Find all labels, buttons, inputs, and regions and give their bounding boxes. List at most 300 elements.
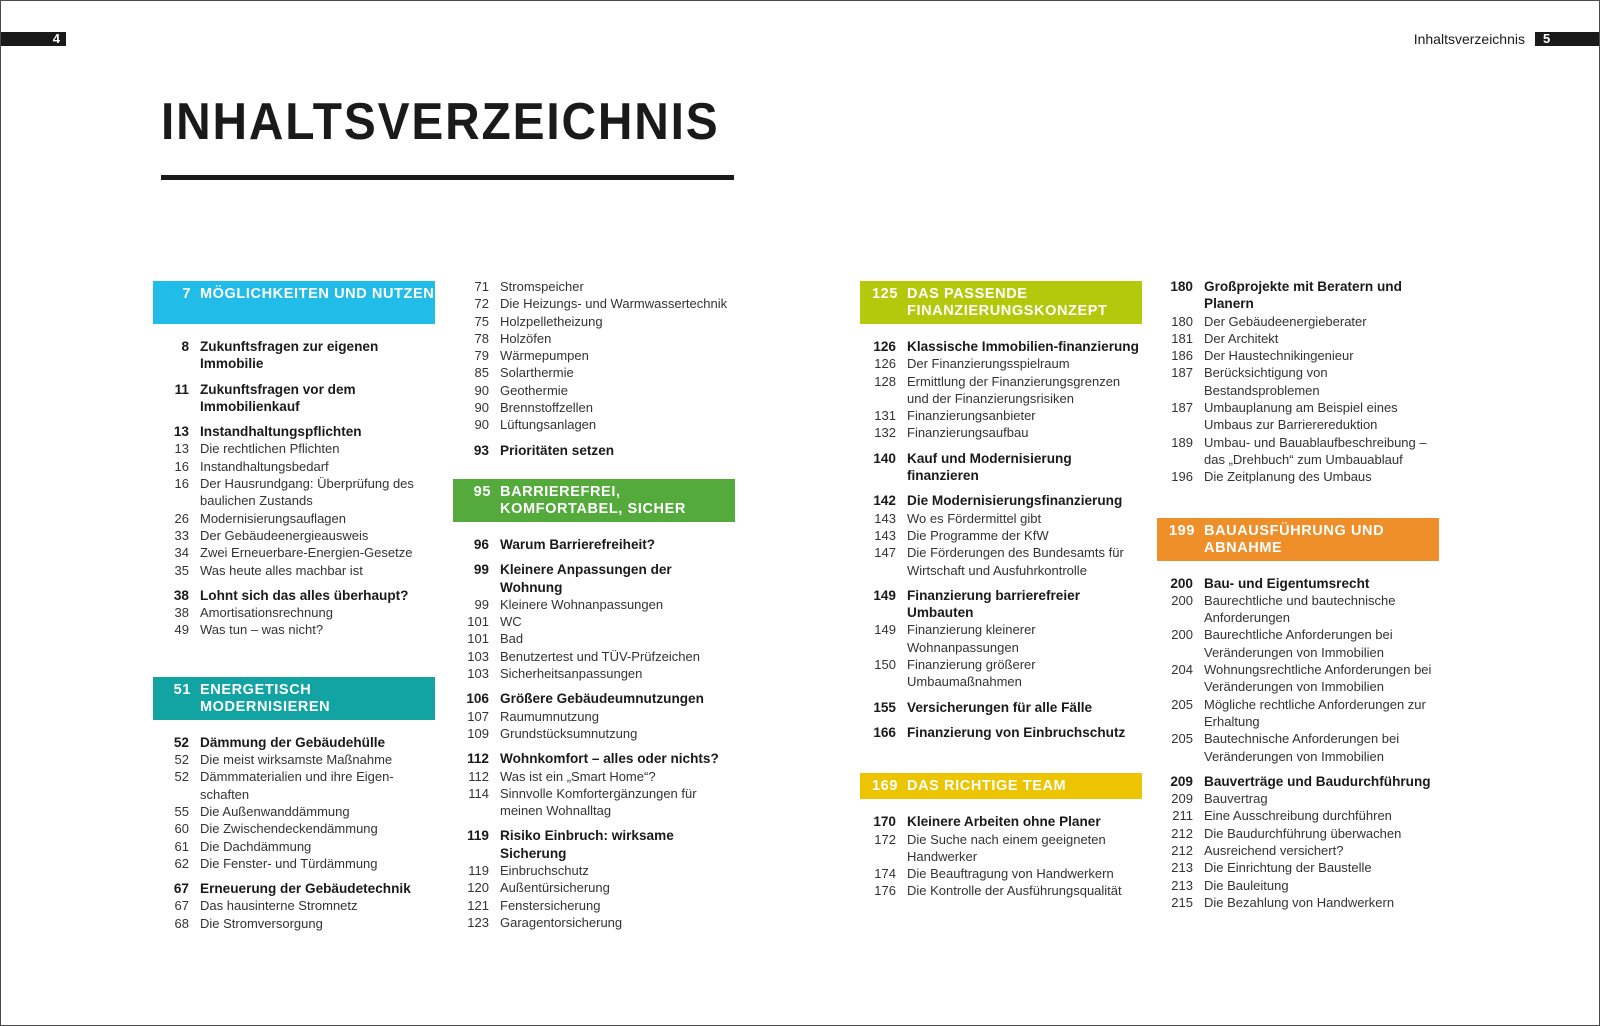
entry-page-number: 200 bbox=[1171, 592, 1193, 608]
toc-subentry[interactable] bbox=[1157, 468, 1439, 485]
entry-title: Die Baudurchführung überwachen bbox=[1204, 825, 1402, 841]
entry-page-number: 186 bbox=[1171, 348, 1193, 364]
entry-page-number: 172 bbox=[874, 831, 896, 847]
entry-title: Finanzierung barrierefreier Umbauten bbox=[907, 587, 1080, 621]
entry-title: Bautechnische Anforderungen bei Veränderungen von Immobilien bbox=[1204, 731, 1400, 764]
entry-page-number: 155 bbox=[873, 699, 896, 715]
toc-subentry[interactable] bbox=[153, 803, 435, 820]
entry-title: Der Haustechnikingenieur bbox=[1204, 348, 1354, 364]
entry-page-number: 8 bbox=[181, 339, 189, 354]
entry-page-number: 33 bbox=[174, 527, 189, 543]
entry-title: Die Heizungs- und Warmwassertechnik bbox=[500, 296, 728, 312]
toc-subentry[interactable] bbox=[1157, 877, 1439, 894]
entry-list bbox=[153, 338, 435, 639]
entry-title: Finanzierung größerer Umbaumaßnahmen bbox=[907, 657, 1036, 690]
section-number: 95 bbox=[473, 483, 491, 500]
entry-page-number: 13 bbox=[173, 424, 189, 440]
toc-chapter-entry[interactable] bbox=[153, 880, 435, 897]
entry-page-number: 72 bbox=[474, 296, 489, 312]
entry-page-number: 215 bbox=[1171, 894, 1193, 910]
entry-page-number: 140 bbox=[873, 450, 896, 466]
entry-title: Die Einrichtung der Baustelle bbox=[1204, 860, 1372, 876]
section-number: 51 bbox=[173, 681, 191, 698]
entry-page-number: 109 bbox=[467, 725, 489, 741]
toc-chapter-entry[interactable] bbox=[1157, 575, 1439, 592]
toc-subentry[interactable] bbox=[153, 604, 435, 621]
entry-page-number: 52 bbox=[173, 734, 189, 750]
entry-page-number: 211 bbox=[1172, 808, 1193, 824]
entry-title: Erneuerung der Gebäudetechnik bbox=[200, 881, 411, 897]
section-header[interactable] bbox=[1157, 518, 1439, 561]
toc-subentry[interactable] bbox=[860, 831, 1142, 866]
entry-page-number: 119 bbox=[468, 863, 489, 879]
entry-page-number: 103 bbox=[467, 666, 489, 682]
toc-subentry[interactable] bbox=[453, 382, 735, 399]
entry-title: Instandhaltungspflichten bbox=[200, 424, 362, 440]
entry-title: Dämmung der Gebäudehülle bbox=[200, 734, 386, 750]
entry-page-number: 49 bbox=[174, 622, 189, 638]
toc-subentry[interactable] bbox=[453, 416, 735, 433]
toc-subentry[interactable] bbox=[453, 630, 735, 647]
entry-title: Ausreichend versichert? bbox=[1204, 843, 1344, 859]
entry-title: Berücksichtigung von Bestandsproblemen bbox=[1204, 365, 1328, 398]
entry-page-number: 13 bbox=[174, 441, 189, 457]
entry-page-number: 112 bbox=[468, 768, 489, 784]
toc-chapter-entry[interactable] bbox=[860, 724, 1142, 741]
entry-page-number: 99 bbox=[473, 562, 489, 578]
toc-subentry[interactable] bbox=[1157, 592, 1439, 627]
entry-page-number: 209 bbox=[1171, 791, 1193, 807]
entry-page-number: 35 bbox=[174, 562, 189, 578]
entry-title: Der Architekt bbox=[1204, 330, 1279, 346]
entry-title: Wohnungsrechtliche Anforderungen bei Veränderungen von Immobilien bbox=[1204, 662, 1432, 695]
toc-chapter-entry[interactable] bbox=[453, 750, 735, 767]
entry-page-number: 34 bbox=[174, 545, 189, 561]
toc-column-3 bbox=[860, 281, 1142, 900]
toc-subentry[interactable] bbox=[153, 458, 435, 475]
entry-page-number: 103 bbox=[467, 648, 489, 664]
section-number: 169 bbox=[872, 778, 898, 795]
entry-title: Fenstersicherung bbox=[500, 897, 601, 913]
toc-subentry[interactable] bbox=[153, 510, 435, 527]
toc-subentry[interactable] bbox=[453, 399, 735, 416]
toc-subentry[interactable] bbox=[453, 665, 735, 682]
toc-subentry[interactable] bbox=[1157, 434, 1439, 469]
toc-subentry[interactable] bbox=[153, 855, 435, 872]
entry-page-number: 213 bbox=[1171, 877, 1193, 893]
entry-title: Großprojekte mit Beratern und Planern bbox=[1204, 279, 1402, 312]
entry-page-number: 106 bbox=[466, 691, 489, 707]
entry-page-number: 200 bbox=[1171, 627, 1193, 643]
toc-subentry[interactable] bbox=[153, 621, 435, 638]
entry-page-number: 96 bbox=[473, 536, 489, 552]
entry-title: Das hausinterne Stromnetz bbox=[200, 898, 358, 914]
entry-title: Risiko Einbruch: wirksame Sicherung bbox=[500, 828, 674, 861]
entry-title: Was heute alles machbar ist bbox=[200, 562, 363, 578]
entry-page-number: 149 bbox=[874, 622, 896, 638]
toc-subentry[interactable] bbox=[453, 648, 735, 665]
entry-title: Mögliche rechtliche Anforderungen zur Erhaltung bbox=[1204, 696, 1426, 729]
toc-chapter-entry[interactable] bbox=[153, 423, 435, 440]
entry-title: Kleinere Anpassungen der Wohnung bbox=[500, 562, 672, 595]
entry-page-number: 170 bbox=[873, 814, 896, 830]
entry-title: Die Zeitplanung des Umbaus bbox=[1204, 469, 1372, 485]
entry-title: Ermittlung der Finanzierungsgrenzen und der Finanzierungsrisiken bbox=[907, 373, 1121, 406]
toc-subentry[interactable] bbox=[1157, 825, 1439, 842]
toc-chapter-entry[interactable] bbox=[453, 690, 735, 707]
toc-subentry[interactable] bbox=[153, 562, 435, 579]
toc-subentry[interactable] bbox=[860, 882, 1142, 899]
toc-subentry[interactable] bbox=[453, 347, 735, 364]
entry-title: Holzpelletheizung bbox=[500, 313, 603, 329]
entry-page-number: 61 bbox=[174, 838, 189, 854]
toc-subentry[interactable] bbox=[860, 355, 1142, 372]
toc-subentry[interactable] bbox=[1157, 790, 1439, 807]
left-folio-bar bbox=[1, 32, 66, 46]
section-title: BAUAUSFÜHRUNG UND ABNAHME bbox=[1204, 522, 1385, 556]
entry-list bbox=[453, 278, 735, 459]
entry-title: Die Außenwanddämmung bbox=[200, 803, 350, 819]
entry-page-number: 213 bbox=[1171, 860, 1193, 876]
entry-title: Bauverträge und Baudurchführung bbox=[1204, 773, 1431, 789]
toc-subentry[interactable] bbox=[453, 708, 735, 725]
entry-title: Zwei Erneuerbare-Energien-Gesetze bbox=[200, 545, 413, 561]
section-header[interactable] bbox=[860, 281, 1142, 324]
entry-title: Die meist wirksamste Maßnahme bbox=[200, 752, 393, 768]
entry-page-number: 90 bbox=[474, 417, 489, 433]
toc-subentry[interactable] bbox=[1157, 894, 1439, 911]
toc-subentry[interactable] bbox=[453, 768, 735, 785]
entry-title: Finanzierungsaufbau bbox=[907, 425, 1029, 441]
right-folio-bar bbox=[1535, 32, 1599, 46]
toc-subentry[interactable] bbox=[1157, 661, 1439, 696]
toc-chapter-entry[interactable] bbox=[1157, 278, 1439, 313]
entry-title: Die Kontrolle der Ausführungsqualität bbox=[907, 883, 1122, 899]
entry-page-number: 187 bbox=[1171, 365, 1193, 381]
entry-title: Holzöfen bbox=[500, 330, 552, 346]
entry-title: Lüftungsanlagen bbox=[500, 417, 597, 433]
entry-page-number: 99 bbox=[474, 596, 489, 612]
entry-title: Kleinere Wohnanpassungen bbox=[500, 596, 664, 612]
toc-subentry[interactable] bbox=[860, 544, 1142, 579]
toc-subentry[interactable] bbox=[453, 364, 735, 381]
entry-title: Was tun – was nicht? bbox=[200, 622, 324, 638]
entry-title: Umbau- und Bauablaufbeschreibung – das „Drehbuch“ zum Umbauablauf bbox=[1204, 434, 1427, 467]
toc-chapter-entry[interactable] bbox=[860, 587, 1142, 622]
toc-subentry[interactable] bbox=[153, 544, 435, 561]
entry-title: Die Modernisierungsfinanzierung bbox=[907, 493, 1123, 509]
toc-subentry[interactable] bbox=[453, 330, 735, 347]
entry-page-number: 38 bbox=[173, 587, 189, 603]
toc-chapter-entry[interactable] bbox=[860, 338, 1142, 355]
toc-subentry[interactable] bbox=[860, 407, 1142, 424]
entry-title: Bad bbox=[500, 631, 524, 647]
entry-page-number: 26 bbox=[174, 510, 189, 526]
toc-subentry[interactable] bbox=[860, 510, 1142, 527]
section-header[interactable] bbox=[153, 677, 435, 720]
entry-title: Die Stromversorgung bbox=[200, 915, 323, 931]
toc-subentry[interactable] bbox=[153, 768, 435, 803]
entry-list bbox=[860, 338, 1142, 741]
entry-page-number: 79 bbox=[474, 348, 489, 364]
entry-title: Sicherheitsanpassungen bbox=[500, 666, 643, 682]
toc-chapter-entry[interactable] bbox=[860, 699, 1142, 716]
entry-page-number: 143 bbox=[874, 527, 896, 543]
entry-title: Klassische Immobilien-finanzierung bbox=[907, 339, 1139, 354]
entry-title: Die Suche nach einem geeigneten Handwerker bbox=[907, 831, 1106, 864]
section-number: 199 bbox=[1169, 522, 1195, 539]
entry-title: Wohnkomfort – alles oder nichts? bbox=[500, 751, 719, 767]
toc-subentry[interactable] bbox=[453, 879, 735, 896]
section-header[interactable] bbox=[153, 281, 435, 324]
entry-page-number: 150 bbox=[874, 657, 896, 673]
toc-subentry[interactable] bbox=[453, 897, 735, 914]
toc-subentry[interactable] bbox=[153, 820, 435, 837]
toc-subentry[interactable] bbox=[1157, 313, 1439, 330]
entry-list bbox=[860, 813, 1142, 899]
entry-page-number: 71 bbox=[474, 279, 489, 294]
entry-page-number: 181 bbox=[1171, 330, 1193, 346]
entry-page-number: 101 bbox=[467, 631, 489, 647]
toc-subentry[interactable] bbox=[453, 613, 735, 630]
toc-chapter-entry[interactable] bbox=[1157, 773, 1439, 790]
title-rule bbox=[161, 175, 734, 180]
toc-subentry[interactable] bbox=[860, 373, 1142, 408]
entry-page-number: 11 bbox=[174, 381, 189, 397]
entry-title: Kleinere Arbeiten ohne Planer bbox=[907, 814, 1101, 830]
toc-subentry[interactable] bbox=[1157, 399, 1439, 434]
entry-title: Die Programme der KfW bbox=[907, 527, 1049, 543]
toc-subentry[interactable] bbox=[1157, 626, 1439, 661]
entry-title: Wo es Fördermittel gibt bbox=[907, 510, 1042, 526]
entry-list bbox=[453, 536, 735, 931]
entry-page-number: 131 bbox=[874, 408, 896, 424]
entry-page-number: 174 bbox=[874, 866, 896, 882]
toc-chapter-entry[interactable] bbox=[153, 381, 435, 416]
entry-list bbox=[1157, 575, 1439, 912]
right-page-number: 5 bbox=[1543, 31, 1551, 46]
toc-chapter-entry[interactable] bbox=[453, 561, 735, 596]
entry-page-number: 205 bbox=[1171, 696, 1193, 712]
entry-title: Der Hausrundgang: Überprüfung des baulichen Zustands bbox=[200, 476, 414, 509]
entry-page-number: 205 bbox=[1171, 731, 1193, 747]
entry-title: Baurechtliche und bautechnische Anforderungen bbox=[1204, 592, 1396, 626]
toc-subentry[interactable] bbox=[453, 725, 735, 742]
section-number: 125 bbox=[872, 286, 898, 302]
section-title: DAS RICHTIGE TEAM bbox=[907, 778, 1067, 795]
entry-title: Zukunftsfragen vor dem Immobilienkauf bbox=[200, 381, 356, 414]
toc-subentry[interactable] bbox=[860, 865, 1142, 882]
toc-chapter-entry[interactable] bbox=[153, 734, 435, 751]
entry-title: Kauf und Modernisierung finanzieren bbox=[907, 450, 1072, 484]
left-page-number: 4 bbox=[52, 31, 60, 46]
entry-title: Baurechtliche Anforderungen bei Veränderungen von Immobilien bbox=[1204, 627, 1393, 660]
entry-page-number: 107 bbox=[467, 708, 489, 724]
entry-page-number: 196 bbox=[1171, 469, 1193, 485]
entry-page-number: 180 bbox=[1171, 313, 1193, 329]
entry-title: Solarthermie bbox=[500, 365, 574, 381]
entry-page-number: 75 bbox=[474, 313, 489, 329]
section-title: ENERGETISCH MODERNISIEREN bbox=[200, 681, 331, 715]
toc-subentry[interactable] bbox=[1157, 347, 1439, 364]
toc-subentry[interactable] bbox=[453, 914, 735, 931]
toc-subentry[interactable] bbox=[1157, 807, 1439, 824]
entry-title: Einbruchschutz bbox=[500, 863, 589, 879]
entry-page-number: 147 bbox=[874, 545, 896, 561]
section-title: MÖGLICHKEITEN UND NUTZEN bbox=[200, 286, 435, 302]
entry-page-number: 119 bbox=[467, 828, 489, 844]
entry-page-number: 120 bbox=[467, 880, 489, 896]
entry-title: Grundstücksumnutzung bbox=[500, 725, 638, 741]
entry-page-number: 85 bbox=[474, 365, 489, 381]
entry-page-number: 52 bbox=[174, 769, 189, 785]
entry-page-number: 180 bbox=[1170, 279, 1193, 294]
entry-title: Sinnvolle Komfortergänzungen für meinen Wohnalltag bbox=[500, 785, 697, 819]
entry-page-number: 166 bbox=[873, 724, 896, 740]
entry-page-number: 16 bbox=[174, 458, 189, 474]
entry-list bbox=[1157, 278, 1439, 486]
toc-subentry[interactable] bbox=[453, 862, 735, 879]
entry-title: WC bbox=[500, 614, 522, 630]
entry-page-number: 68 bbox=[174, 915, 189, 931]
entry-title: Was ist ein „Smart Home“? bbox=[500, 768, 656, 784]
entry-title: Die Zwischendeckendämmung bbox=[200, 821, 378, 837]
entry-page-number: 126 bbox=[873, 339, 896, 354]
toc-column-4 bbox=[1157, 278, 1439, 911]
toc-chapter-entry[interactable] bbox=[153, 338, 435, 373]
entry-page-number: 52 bbox=[174, 752, 189, 768]
entry-page-number: 67 bbox=[173, 881, 189, 897]
entry-title: Wärmepumpen bbox=[500, 348, 589, 364]
entry-title: Benutzertest und TÜV-Prüfzeichen bbox=[500, 648, 700, 664]
entry-title: Die Förderungen des Bundesamts für Wirtschaft und Ausfuhrkontrolle bbox=[907, 545, 1124, 578]
entry-title: Lohnt sich das alles überhaupt? bbox=[200, 587, 409, 603]
entry-page-number: 121 bbox=[467, 897, 489, 913]
toc-chapter-entry[interactable] bbox=[453, 442, 735, 459]
entry-title: Finanzierung von Einbruchschutz bbox=[907, 724, 1126, 740]
entry-title: Versicherungen für alle Fälle bbox=[907, 699, 1093, 715]
entry-page-number: 62 bbox=[174, 855, 189, 871]
entry-title: Der Gebäudeenergieberater bbox=[1204, 313, 1367, 329]
entry-title: Die Bauleitung bbox=[1204, 877, 1289, 893]
entry-page-number: 132 bbox=[874, 425, 896, 441]
toc-subentry[interactable] bbox=[860, 621, 1142, 656]
entry-page-number: 142 bbox=[873, 493, 896, 509]
toc-chapter-entry[interactable] bbox=[453, 827, 735, 862]
entry-page-number: 149 bbox=[873, 587, 896, 603]
toc-subentry[interactable] bbox=[153, 897, 435, 914]
entry-title: Eine Ausschreibung durchführen bbox=[1204, 808, 1392, 824]
entry-page-number: 90 bbox=[474, 382, 489, 398]
toc-chapter-entry[interactable] bbox=[453, 536, 735, 553]
entry-page-number: 60 bbox=[174, 821, 189, 837]
toc-chapter-entry[interactable] bbox=[153, 587, 435, 604]
entry-title: Finanzierung kleinerer Wohnanpassungen bbox=[907, 622, 1036, 655]
toc-subentry[interactable] bbox=[153, 440, 435, 457]
entry-page-number: 187 bbox=[1171, 400, 1193, 416]
entry-title: Garagentorsicherung bbox=[500, 914, 623, 930]
section-title: DAS PASSENDE FINANZIERUNGSKONZEPT bbox=[907, 286, 1108, 319]
entry-title: Umbauplanung am Beispiel eines Umbaus zur Barrierereduktion bbox=[1204, 400, 1398, 433]
entry-page-number: 38 bbox=[174, 605, 189, 621]
toc-subentry[interactable] bbox=[860, 527, 1142, 544]
toc-subentry[interactable] bbox=[153, 838, 435, 855]
entry-title: Finanzierungsanbieter bbox=[907, 408, 1036, 424]
section-title: BARRIEREFREI, KOMFORTABEL, SICHER bbox=[500, 483, 686, 517]
toc-subentry[interactable] bbox=[153, 527, 435, 544]
section-header[interactable] bbox=[860, 773, 1142, 799]
toc-subentry[interactable] bbox=[153, 915, 435, 932]
toc-subentry[interactable] bbox=[860, 656, 1142, 691]
section-header[interactable] bbox=[453, 479, 735, 522]
toc-subentry[interactable] bbox=[453, 295, 735, 312]
entry-title: Dämmmaterialien und ihre Eigen-schaften bbox=[200, 769, 394, 802]
entry-page-number: 16 bbox=[174, 476, 189, 492]
entry-title: Geothermie bbox=[500, 382, 568, 398]
entry-title: Bau- und Eigentumsrecht bbox=[1204, 575, 1370, 591]
entry-page-number: 112 bbox=[467, 751, 489, 767]
toc-subentry[interactable] bbox=[453, 313, 735, 330]
entry-title: Warum Barrierefreiheit? bbox=[500, 536, 656, 552]
entry-title: Zukunftsfragen zur eigenen Immobilie bbox=[200, 339, 379, 372]
entry-title: Instandhaltungsbedarf bbox=[200, 458, 329, 474]
toc-subentry[interactable] bbox=[1157, 696, 1439, 731]
entry-page-number: 143 bbox=[874, 510, 896, 526]
entry-page-number: 78 bbox=[474, 330, 489, 346]
entry-page-number: 126 bbox=[874, 356, 896, 372]
entry-title: Die rechtlichen Pflichten bbox=[200, 441, 340, 457]
toc-chapter-entry[interactable] bbox=[860, 813, 1142, 830]
toc-subentry[interactable] bbox=[1157, 842, 1439, 859]
toc-column-1 bbox=[153, 281, 435, 932]
section-number: 7 bbox=[182, 286, 191, 302]
toc-subentry[interactable] bbox=[453, 785, 735, 820]
toc-subentry[interactable] bbox=[1157, 730, 1439, 765]
entry-page-number: 114 bbox=[468, 785, 489, 801]
toc-subentry[interactable] bbox=[1157, 330, 1439, 347]
entry-title: Die Dachdämmung bbox=[200, 838, 312, 854]
toc-subentry[interactable] bbox=[1157, 364, 1439, 399]
running-title: Inhaltsverzeichnis bbox=[1413, 31, 1525, 47]
right-folio bbox=[1414, 32, 1599, 46]
toc-chapter-entry[interactable] bbox=[860, 492, 1142, 509]
toc-chapter-entry[interactable] bbox=[860, 450, 1142, 485]
entry-title: Die Bezahlung von Handwerkern bbox=[1204, 894, 1395, 910]
toc-subentry[interactable] bbox=[860, 424, 1142, 441]
entry-page-number: 123 bbox=[467, 914, 489, 930]
entry-title: Außentürsicherung bbox=[500, 880, 610, 896]
entry-title: Modernisierungsauflagen bbox=[200, 510, 346, 526]
entry-page-number: 204 bbox=[1171, 662, 1193, 678]
entry-page-number: 212 bbox=[1171, 825, 1193, 841]
entry-title: Der Gebäudeenergieausweis bbox=[200, 527, 369, 543]
toc-subentry[interactable] bbox=[1157, 859, 1439, 876]
entry-page-number: 67 bbox=[174, 898, 189, 914]
toc-column-2 bbox=[453, 278, 735, 931]
toc-subentry[interactable] bbox=[453, 278, 735, 295]
entry-title: Bauvertrag bbox=[1204, 791, 1268, 807]
toc-subentry[interactable] bbox=[453, 596, 735, 613]
entry-list bbox=[153, 734, 435, 932]
entry-page-number: 200 bbox=[1170, 575, 1193, 591]
entry-title: Der Finanzierungsspielraum bbox=[907, 356, 1070, 372]
toc-subentry[interactable] bbox=[153, 751, 435, 768]
entry-page-number: 90 bbox=[474, 400, 489, 416]
toc-subentry[interactable] bbox=[153, 475, 435, 510]
entry-page-number: 55 bbox=[174, 803, 189, 819]
entry-title: Die Beauftragung von Handwerkern bbox=[907, 866, 1114, 882]
entry-page-number: 128 bbox=[874, 373, 896, 389]
